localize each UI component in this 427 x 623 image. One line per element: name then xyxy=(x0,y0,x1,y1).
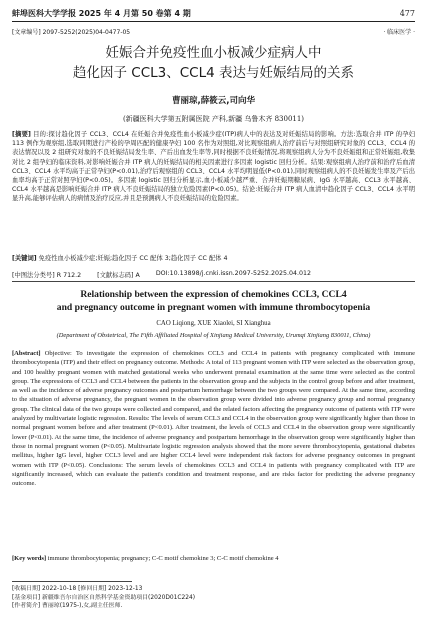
chinese-keywords-label: [关键词] xyxy=(12,255,37,262)
author-bio: [作者简介] 曹丽琼(1975-),女,副主任医师. xyxy=(12,603,123,610)
chinese-abstract-text: 目的:探讨趋化因子 CCL3、CCL4 在妊娠合并免疫性血小板减少症(ITP)病人中的表达及对妊娠结局的影响。方法:选取合并 ITP 的孕妇 113 例作为观察组,选取同期进行产检的孕周匹配的健康孕妇 100 名作为对照组,对比观察组病人治疗前后与对照组研究对象的 CCL3、CCL4 的表达情况以及 2 组研究对象的不良妊娠结局发生率、产后出血发生率等,同时根据不良妊娠情况,将观察组病人分为不良妊娠组和正常妊娠组,收集对比 2 组孕妇的临床资料,对影响妊娠合并 ITP 病人的妊娠结局的相关因素进行多因素 logistic 回归分析。结果:观察组病人治疗前和治疗后血清 CCL3、CCL4 水平均高于正常孕妇(P<0.01),治疗后观察组的 CCL3、CCL4 水平均明显低(P<0.01),同时观察组病人的不良妊娠发生率及产后出血率均高于正常对照孕妇(P<0.05)。多因素 logistic 回归分析显示,血小板减少越严重、合并妊娠期糖尿病、IgG 水平越高、CCL3 水平越高、CCL4 水平越高是影响妊娠合并 ITP 病人不良妊娠结局的独立危险因素(P<0.05)。结论:妊娠合并 ITP 病人血清中趋化因子 CCL3、CCL4 水平明显升高,能够评估病人的病情及治疗反应,并且是预测病人不良妊娠结局的危险因素。 xyxy=(12,131,415,203)
article-meta xyxy=(12,27,415,37)
english-affiliation: (Department of Obstetrical, The Fifth Affiliated Hospital of Xinjiang Medical University, Urumqi Xinjiang 830011, China) xyxy=(56,332,371,339)
english-abstract xyxy=(12,349,415,488)
running-header xyxy=(12,6,415,20)
english-abstract-label: [Abstract] xyxy=(12,350,41,357)
page-number: 477 xyxy=(399,8,415,18)
english-authors: CAO Liqiong, XUE Xiaolei, SI Xianghua xyxy=(156,320,271,327)
english-keywords xyxy=(12,554,415,563)
chinese-abstract xyxy=(12,130,415,204)
fund-info: [基金项目] 新疆维吾尔自治区自然科学基金资助项目(2020D01C224) xyxy=(12,594,196,601)
english-title xyxy=(12,288,415,314)
footnotes xyxy=(12,585,415,611)
english-title-line-1: Relationship between the expression of chemokines CCL3, CCL4 xyxy=(80,289,347,300)
chinese-keywords xyxy=(12,254,415,263)
clc-number: [中图法分类号] R 712.2 xyxy=(12,272,82,279)
doi: DOI:10.13898/j.cnki.issn.2097-5252.2025.04.012 xyxy=(155,270,312,277)
chinese-title-line-1: 妊娠合并免疫性血小板减少症病人中 xyxy=(105,45,322,61)
english-keywords-label: [Key words] xyxy=(12,555,47,562)
chinese-keywords-text: 免疫性血小板减少症;妊娠;趋化因子 CC 配体 3;趋化因子 CC 配体 4 xyxy=(38,255,228,262)
chinese-abstract-label: [摘要] xyxy=(12,131,31,138)
classification-row xyxy=(12,270,415,279)
english-abstract-text: Objective: To investigate the expression of chemokines CCL3 and CCL4 in patients with pregnancy complicated with immune thrombocytopenia (ITP) and their effect on pregnancy outcome. Methods: A total of 113 pregnant women with ITP were selected as the observation group, and 100 healthy pregnant women with matched gestational weeks who underwent prenatal examination at the same time were selected as the control group. The expressions of CCL3 and CCL4 between the patients in the observation group and the subjects in the control group before and after treatment, as well as the incidence of adverse pregnancy outcomes and postpartum hemorrhage between the two groups were compared. At the same time, according to the situation of adverse pregnancy, the pregnant women in the observation group were divided into adverse pregnancy group and normal pregnancy group. The clinical data of the two groups were collected and compared, and the related factors affecting the pregnancy outcome of patients with ITP were analyzed by multivariate logistic regression. Results: The levels of serum CCL3 and CCL4 in the observation group were significantly higher than those in normal pregnant women before and after treatment (P<0.01). After treatment, the levels of CCL3 and CCL4 in the observation group were significantly lower (P<0.01). At the same time, the incidence of adverse pregnancy and postpartum hemorrhage in the observation group were significantly higher than those in normal pregnant women (P<0.05). Multivariate logistic regression analysis showed that the more severe thrombocytopenia, gestational diabetes mellitus, higher IgG level, higher CCL3 level and are higher CCL4 level were independent risk factors for adverse pregnancy outcomes in pregnant women with ITP (P<0.05). Conclusions: The serum levels of chemokines CCL3 and CCL4 in patients with pregnancy complicated with ITP are significantly increased, which can evaluate the patient's condition and treatment response, and are risks factor for predicting the adverse pregnancy outcome. xyxy=(12,350,416,488)
chinese-title-line-2: 趋化因子 CCL3、CCL4 表达与妊娠结局的关系 xyxy=(72,65,354,81)
chinese-affiliation: (新疆医科大学第五附属医院 产科,新疆 乌鲁木齐 830011) xyxy=(122,115,305,123)
chinese-authors: 曹丽琼,薛筱云,司向华 xyxy=(172,96,255,106)
journal-name: 蚌埠医科大学学报 2025 年 4 月第 50 卷第 4 期 xyxy=(12,8,191,18)
section-label: · 临床医学 · xyxy=(383,29,415,36)
document-code: [文献标志码] A xyxy=(97,272,140,279)
english-title-line-2: and pregnancy outcome in pregnant women with immune thrombocytopenia xyxy=(56,302,371,313)
header-rule xyxy=(12,21,415,22)
section-divider xyxy=(12,281,415,282)
article-number: [文章编号] 2097-5252(2025)04-0477-05 xyxy=(12,29,131,36)
english-keywords-text: immune thrombocytopenia; pregnancy; C-C motif chemokine 3; C-C motif chemokine 4 xyxy=(47,555,279,562)
received-dates: [收稿日期] 2022-10-18 [修回日期] 2023-12-13 xyxy=(12,586,143,592)
footnote-rule xyxy=(12,581,132,582)
